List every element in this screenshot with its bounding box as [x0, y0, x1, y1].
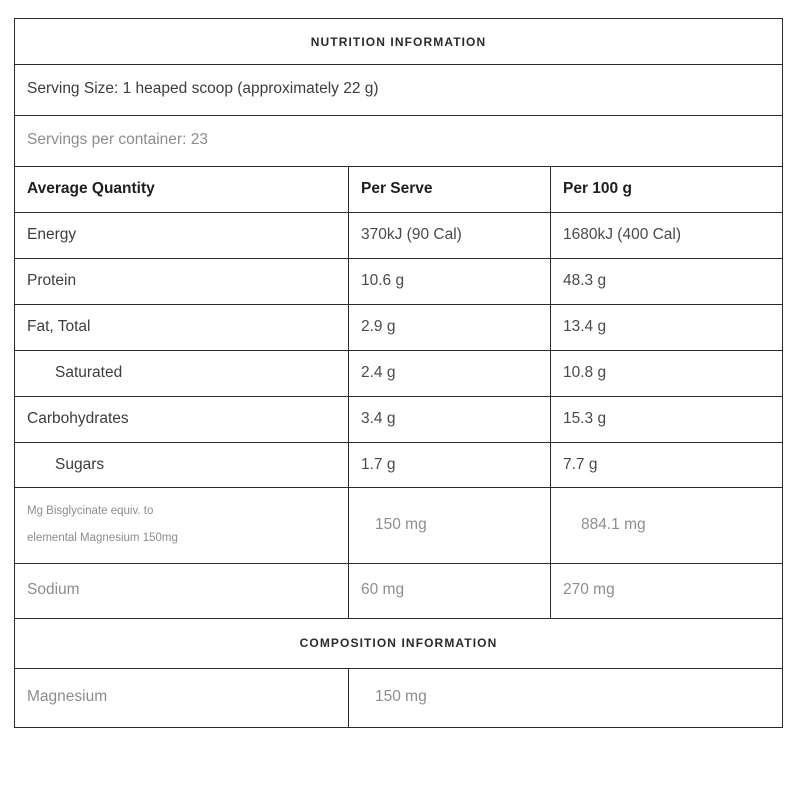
composition-information-banner: COMPOSITION INFORMATION	[299, 636, 498, 651]
table-row-magnesium-bisglycinate	[15, 488, 783, 564]
table-row	[15, 304, 783, 350]
row-value-per-serve: 3.4 g	[361, 409, 396, 427]
row-value-per-serve: 10.6 g	[361, 271, 405, 289]
row-label: Carbohydrates	[27, 409, 129, 427]
row-value-per-serve: 150 mg	[375, 516, 427, 534]
row-value-per-100g: 13.4 g	[563, 317, 607, 335]
servings-per-container-text: Servings per container: 23	[27, 131, 208, 149]
row-value-per-100g: 7.7 g	[563, 455, 598, 473]
row-label: Saturated	[55, 363, 123, 381]
magnesium-bisglycinate-label-line2: elemental Magnesium 150mg	[27, 531, 178, 544]
row-value: 150 mg	[375, 688, 427, 706]
table-row-composition-magnesium	[15, 669, 783, 728]
magnesium-bisglycinate-label-line1: Mg Bisglycinate equiv. to	[27, 505, 154, 518]
table-row	[15, 442, 783, 488]
row-value-per-serve: 2.4 g	[361, 363, 396, 381]
row-value-per-100g: 10.8 g	[563, 363, 607, 381]
nutrition-information-banner: NUTRITION INFORMATION	[310, 35, 487, 49]
row-label: Magnesium	[27, 688, 108, 706]
row-label: Sugars	[55, 455, 105, 473]
column-header-average-quantity: Average Quantity	[27, 180, 155, 198]
row-value-per-100g: 270 mg	[563, 581, 615, 599]
row-value-per-serve: 370kJ (90 Cal)	[361, 225, 462, 243]
nutrition-table	[14, 18, 783, 728]
table-row	[15, 212, 783, 258]
serving-size-text: Serving Size: 1 heaped scoop (approximately 22 g)	[27, 80, 379, 98]
row-value-per-100g: 15.3 g	[563, 409, 607, 427]
row-label: Protein	[27, 271, 77, 289]
row-value-empty	[551, 669, 783, 727]
row-value-per-100g: 884.1 mg	[581, 516, 646, 534]
column-header-per-serve: Per Serve	[361, 180, 433, 198]
table-row	[15, 258, 783, 304]
table-row-banner-composition	[15, 619, 783, 669]
table-row-serving-size	[15, 65, 783, 116]
row-value-per-serve: 60 mg	[361, 581, 405, 599]
row-label: Energy	[27, 225, 77, 243]
row-label: Fat, Total	[27, 317, 91, 335]
row-value-per-serve: 2.9 g	[361, 317, 396, 335]
table-row-sodium	[15, 564, 783, 619]
table-row	[15, 396, 783, 442]
table-row-banner-nutrition	[15, 19, 783, 65]
row-value-per-100g: 48.3 g	[563, 271, 607, 289]
magnesium-bisglycinate-label	[15, 488, 348, 563]
row-value-per-serve: 1.7 g	[361, 455, 396, 473]
row-value-per-100g: 1680kJ (400 Cal)	[563, 225, 682, 243]
row-label: Sodium	[27, 581, 80, 599]
table-row	[15, 350, 783, 396]
table-header-row	[15, 167, 783, 213]
table-row-servings-per-container	[15, 116, 783, 167]
column-header-per-100g: Per 100 g	[563, 180, 632, 198]
